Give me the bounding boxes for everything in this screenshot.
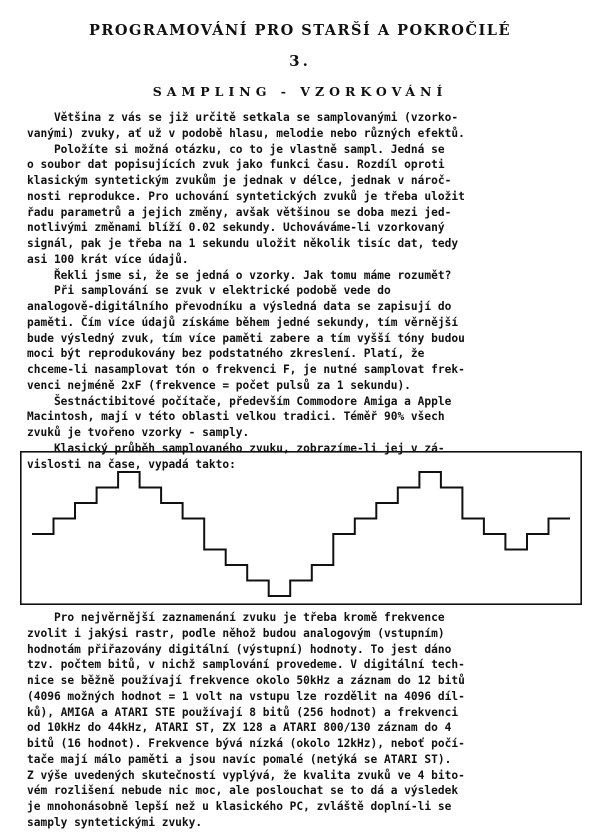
section-title: SAMPLING - VZORKOVÁNÍ [152,84,448,99]
text-line: tače mají málo paměti a jsou navíc pomalé (netýká se ATARI ST). [27,752,452,766]
text-line: o soubor dat popisujících zvuk jako funkci času. Rozdíl oproti [27,158,445,172]
text-line: (4096 možných hodnot = 1 volt na vstupu lze rozdělit na 4096 díl- [27,689,465,703]
text-line: Šestnáctibitové počítače, především Commodore Amiga a Apple [27,394,452,408]
sampled-waveform-figure [20,451,582,605]
text-line: venci nejméně 2xF (frekvence = počet pulsů za 1 sekundu). [27,378,411,392]
text-line: Většina z vás se již určitě setkala se samplovanými (vzorko- [27,111,459,124]
text-line: signál, pak je třeba na 1 sekundu uložit několik tisíc dat, tedy [27,237,459,250]
chapter-number: 3. [289,52,311,70]
waveform-step-line [32,472,570,596]
page-title: PROGRAMOVÁNÍ PRO STARŠÍ A POKROČILÉ [88,22,512,39]
text-line: Z výše uvedených skutečností vyplývá, že kvalita zvuků ve 4 bito- [27,768,465,782]
text-line: bitů (16 hodnot). Frekvence bývá nízká (okolo 12kHz), neboť počí- [27,737,465,750]
text-line: vislosti na čase, vypadá takto: [27,457,236,471]
text-line: vanými) zvuky, ať už v podobě hlasu, melodie nebo různých efektů. [27,126,465,140]
text-line: vém rozlišení nebude nic moc, ale poslouchat se to dá a výsledek [27,784,459,798]
text-line: nosti reprodukce. Pro uchování syntetických zvuků je třeba uložit [27,189,465,203]
text-line: od 10kHz do 44kHz, ATARI ST, ZX 128 a ATARI 800/130 záznam do 4 [27,721,452,735]
text-line: analogově-digitálního převodníku a výsledná data se zapisují do [27,300,452,313]
text-line: Řekli jsme si, že se jedná o vzorky. Jak tomu máme rozumět? [27,268,452,282]
text-line: asi 100 krát více údajů. [27,252,189,266]
text-line: moci být reprodukovány bez podstatného zkreslení. Platí, že [27,347,425,361]
bit-depth-text [27,610,577,831]
text-line: notlivými změnami blíží 0.02 sekundy. Uchováváme-li vzorkovaný [27,221,445,235]
text-line: hodnotám přiřazovány digitální (výstupní) hodnoty. To jest dáno [27,642,452,656]
text-line: Klasický průběh samplovaného zvuku, zobrazíme-li jej v zá- [27,441,445,455]
intro-text [27,110,577,472]
text-line: je mnohonásobně lepší než u klasického PC, zvláště doplní-li se [27,800,452,813]
text-line: Při samplování se zvuk v elektrické podobě vede do [27,284,391,298]
text-line: paměti. Čím více údajů získáme během jedné sekundy, tím věrnější [27,315,459,329]
text-line: ků), AMIGA a ATARI STE používají 8 bitů (256 hodnot) a frekvenci [27,705,459,719]
text-line: Macintosh, mají v této oblasti velkou tradici. Téměř 90% všech [27,410,445,424]
text-line: tzv. počtem bitů, v nichž samplování provedeme. V digitální tech- [27,658,465,672]
text-line: zvuků je tvořeno vzorky - samply. [27,426,250,439]
text-line: nice se běžně používají frekvence okolo 50kHz a záznam do 12 bitů [27,674,465,687]
text-line: bude výsledný zvuk, tím více paměti zabere a tím vyšší tóny budou [27,331,465,345]
text-line: chceme-li nasamplovat tón o frekvenci F, je nutné samplovat frek- [27,363,465,376]
text-line: řadu parametrů a jejich změny, avšak většinou se doba mezi jed- [27,205,452,219]
text-line: samply syntetickými zvuky. [27,815,203,829]
text-line: klasickým syntetickým zvukům je jednak v délce, jednak v nároč- [27,174,452,187]
text-line: zvolit i jakýsi rastr, podle něhož budou analogovým (vstupním) [27,626,445,640]
text-line: Položíte si možná otázku, co to je vlastně sampl. Jedná se [27,142,445,156]
text-line: Pro nejvěrnější zaznamenání zvuku je třeba kromě frekvence [27,611,445,624]
